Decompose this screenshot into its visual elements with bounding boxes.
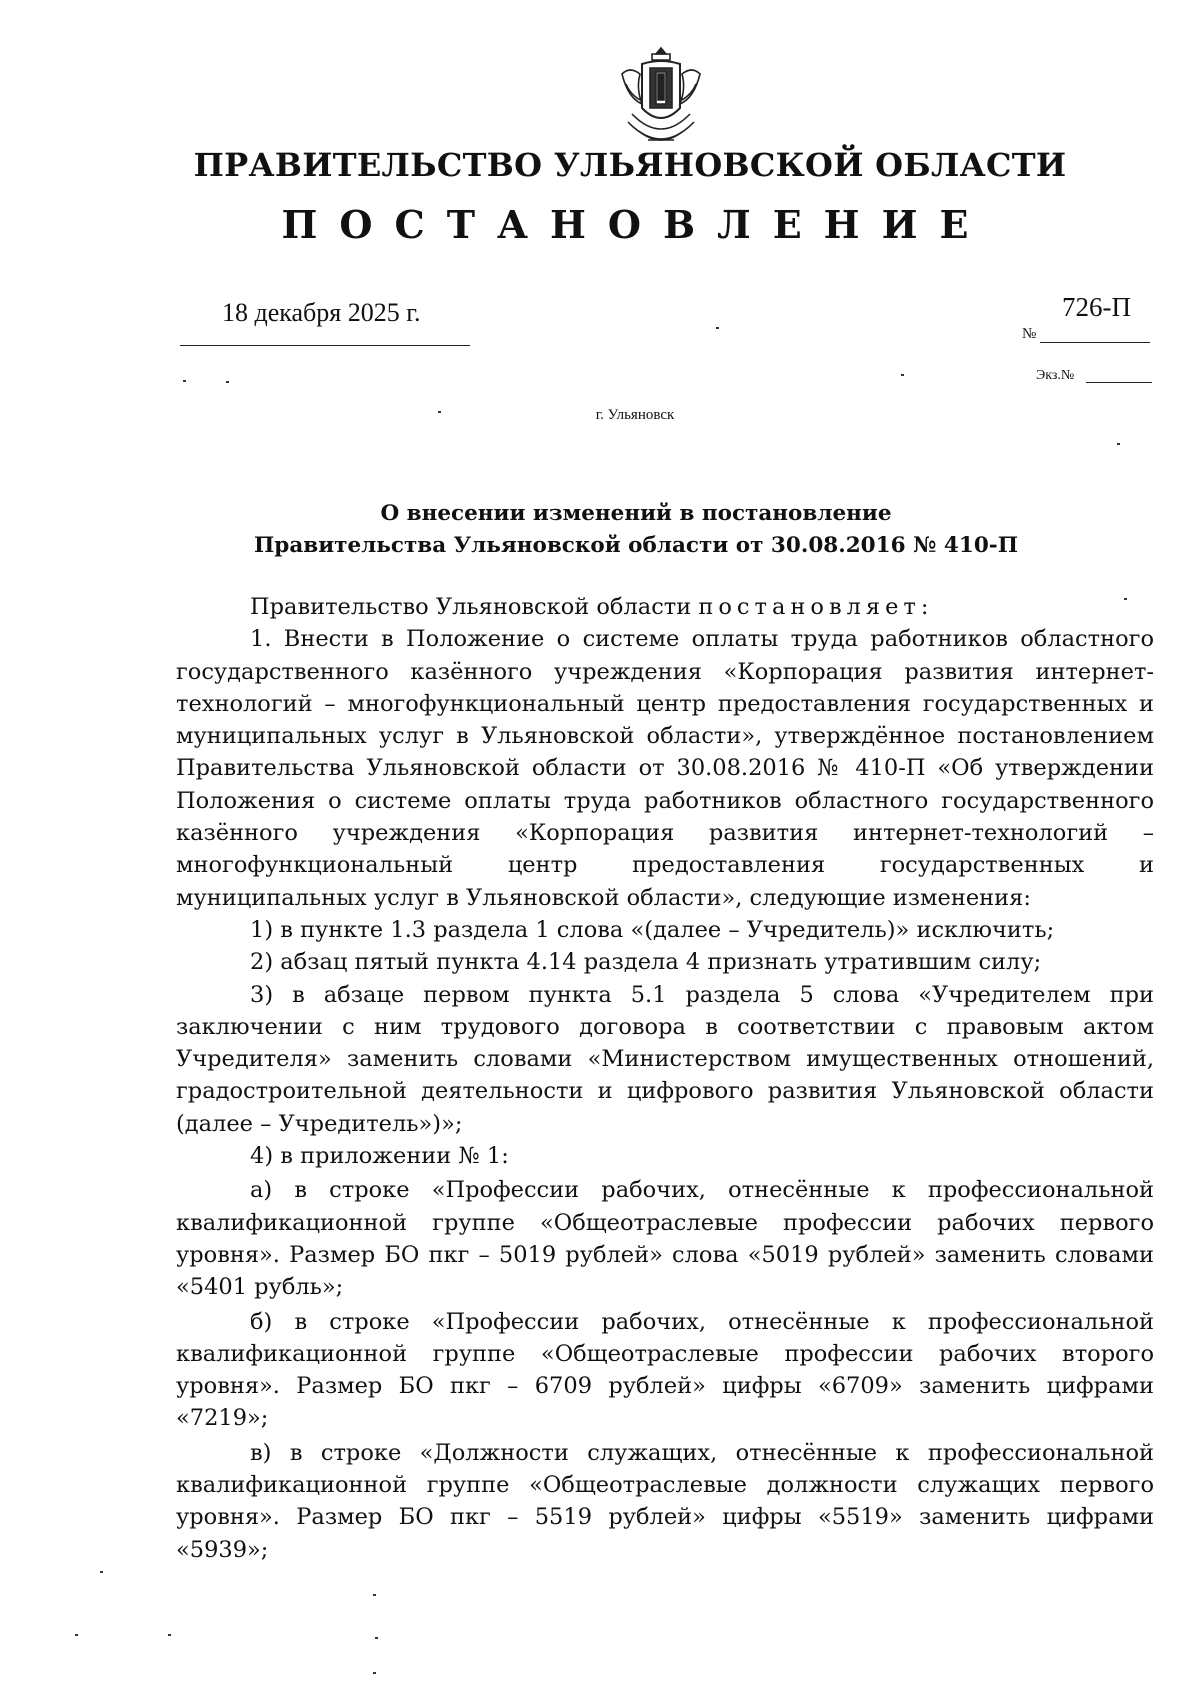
list-item-3: 3) в абзаце первом пункта 5.1 раздела 5 слова «Учредителем при заключении с ним трудового договора в соответствии с правовым актом Учредителя» заменить словами «Министерством имущественных отношений, градостроительной деятельности и цифрового развития Ульяновской области (далее – Учредитель»)»;: [176, 981, 1154, 1137]
scan-speck: [168, 1634, 171, 1636]
paragraph-1: 1. Внести в Положение о системе оплаты труда работников областного государственного казённого учреждения «Корпорация развития интернет-технологий – многофункциональный центр предоставления государственных и муниципальных услуг в Ульяновской области», утверждённое постановлением Правительства Ульяновской области от 30.08.2016 № 410-П «Об утверждении Положения о системе оплаты труда работников областного государственного казённого учреждения «Корпорация развития интернет-технологий – многофункциональный центр предоставления государственных и муниципальных услуг в Ульяновской области», следующие изменения:: [176, 626, 1154, 911]
document-type: ПОСТАНОВЛЕНИЕ: [281, 202, 991, 247]
scan-speck: [373, 1594, 376, 1596]
scan-speck: [1124, 598, 1127, 600]
scan-speck: [438, 411, 441, 413]
list-item-4b: б) в строке «Профессии рабочих, отнесённые к профессиональной квалификационной группе «Общеотраслевые профессии рабочих второго уровня». Размер БО пкг – 6709 рублей» цифры «6709» заменить цифрами «7219»;: [176, 1308, 1154, 1432]
scan-speck: [375, 1637, 378, 1639]
intro-spaced-verb: постановляет: [698, 594, 921, 620]
list-item-4c: в) в строке «Должности служащих, отнесённые к профессиональной квалификационной группе «Общеотраслевые должности служащих первого уровня». Размер БО пкг – 5519 рублей» цифры «5519» заменить цифрами «5939»;: [176, 1439, 1154, 1563]
scan-speck: [226, 381, 229, 383]
scan-speck: [901, 374, 904, 376]
intro-paragraph: [176, 591, 1154, 623]
list-item-2: 2) абзац пятый пункта 4.14 раздела 4 признать утратившим силу;: [250, 949, 1042, 976]
copy-number-underline: [1086, 382, 1152, 383]
title-line-2: Правительства Ульяновской области от 30.08.2016 № 410-П: [253, 533, 1019, 558]
list-item-4: 4) в приложении № 1:: [250, 1143, 509, 1170]
title-line-1: О внесении изменений в постановление: [380, 501, 892, 526]
list-item-1: 1) в пункте 1.3 раздела 1 слова «(далее – Учредитель)» исключить;: [250, 916, 1055, 943]
scan-speck: [75, 1634, 78, 1636]
document-body: [176, 591, 1154, 1566]
document-date: 18 декабря 2025 г.: [222, 298, 421, 327]
city-name: г. Ульяновск: [595, 407, 675, 423]
date-underline: [180, 345, 470, 346]
scan-speck: [100, 1571, 103, 1573]
list-item-4a: а) в строке «Профессии рабочих, отнесённые к профессиональной квалификационной группе «Общеотраслевые профессии рабочих первого уровня». Размер БО пкг – 5019 рублей» слова «5019 рублей» заменить словами «5401 рубль»;: [176, 1177, 1154, 1301]
coat-of-arms-emblem: [612, 44, 710, 152]
intro-suffix: :: [920, 594, 929, 620]
document-title: [0, 498, 1200, 562]
scan-speck: [716, 327, 719, 329]
intro-prefix: Правительство Ульяновской области: [250, 594, 699, 620]
scan-speck: [1117, 443, 1120, 445]
scan-speck: [183, 380, 186, 382]
number-label: №: [1022, 326, 1037, 342]
number-underline: [1040, 342, 1150, 343]
scan-speck: [373, 1672, 376, 1674]
copy-number-label: Экз.№: [1036, 368, 1075, 383]
organization-name: ПРАВИТЕЛЬСТВО УЛЬЯНОВСКОЙ ОБЛАСТИ: [193, 146, 1067, 184]
document-number: 726-П: [1062, 292, 1131, 322]
